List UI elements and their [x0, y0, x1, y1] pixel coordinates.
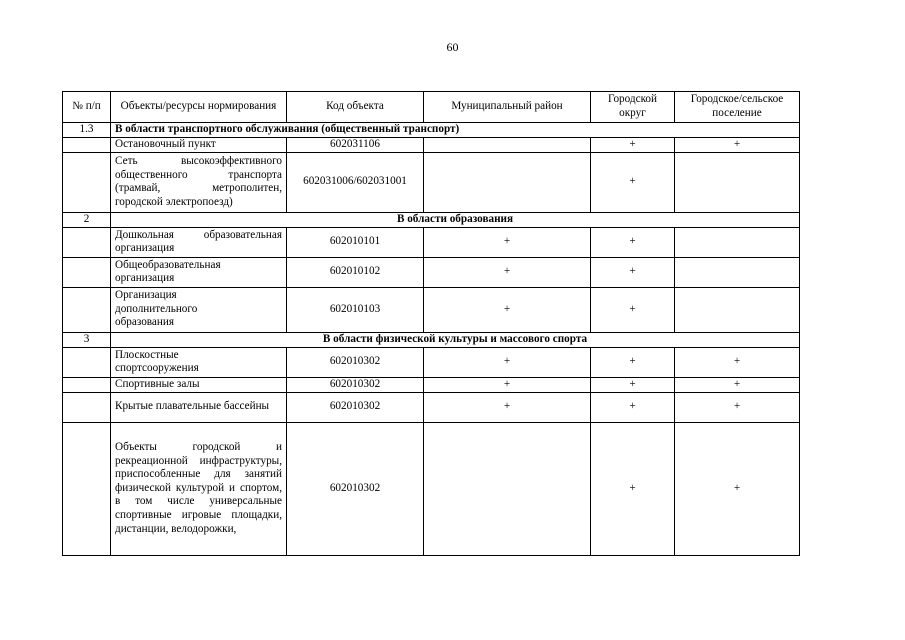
- municipal-district-mark: +: [424, 287, 591, 332]
- settlement-mark: [675, 287, 800, 332]
- municipal-district-mark: [424, 152, 591, 212]
- table-row: [63, 152, 800, 212]
- object-name: Спортивные залы: [111, 377, 287, 392]
- object-code: 602031106: [287, 137, 424, 152]
- municipal-district-mark: +: [424, 392, 591, 422]
- table-row: [63, 422, 800, 555]
- table-row: [63, 137, 800, 152]
- header-num: № п/п: [63, 92, 111, 123]
- object-code: 602010302: [287, 392, 424, 422]
- city-district-mark: +: [591, 347, 675, 377]
- table-row: [63, 257, 800, 287]
- row-num: [63, 287, 111, 332]
- row-num: [63, 227, 111, 257]
- table-row: [63, 392, 800, 422]
- section-row: [63, 212, 800, 227]
- municipal-district-mark: [424, 422, 591, 555]
- settlement-mark: +: [675, 377, 800, 392]
- row-num: [63, 377, 111, 392]
- city-district-mark: +: [591, 287, 675, 332]
- object-name: Дошкольная образовательная организация: [111, 227, 287, 257]
- row-num: [63, 257, 111, 287]
- section-title: В области образования: [111, 212, 800, 227]
- object-name: Общеобразовательная организация: [111, 257, 287, 287]
- settlement-mark: +: [675, 422, 800, 555]
- municipal-district-mark: +: [424, 377, 591, 392]
- row-num: [63, 152, 111, 212]
- row-num: [63, 347, 111, 377]
- city-district-mark: +: [591, 422, 675, 555]
- header-code: Код объекта: [287, 92, 424, 123]
- object-code: 602010101: [287, 227, 424, 257]
- city-district-mark: +: [591, 227, 675, 257]
- settlement-mark: +: [675, 137, 800, 152]
- table-row: [63, 227, 800, 257]
- table-row: [63, 287, 800, 332]
- object-name: Плоскостные спортсооружения: [111, 347, 287, 377]
- section-num: 1.3: [63, 123, 111, 138]
- object-name: Остановочный пункт: [111, 137, 287, 152]
- section-title: В области транспортного обслуживания (общественный транспорт): [111, 123, 800, 138]
- settlement-mark: +: [675, 347, 800, 377]
- city-district-mark: +: [591, 137, 675, 152]
- municipal-district-mark: +: [424, 257, 591, 287]
- section-row: [63, 332, 800, 347]
- section-num: 2: [63, 212, 111, 227]
- city-district-mark: +: [591, 152, 675, 212]
- object-code: 602031006/602031001: [287, 152, 424, 212]
- table-row: [63, 347, 800, 377]
- object-code: 602010102: [287, 257, 424, 287]
- header-object: Объекты/ресурсы нормирования: [111, 92, 287, 123]
- municipal-district-mark: +: [424, 227, 591, 257]
- row-num: [63, 392, 111, 422]
- object-name: Организация дополнительного образования: [111, 287, 287, 332]
- object-code: 602010302: [287, 377, 424, 392]
- object-code: 602010302: [287, 347, 424, 377]
- section-title: В области физической культуры и массового спорта: [111, 332, 800, 347]
- section-row: [63, 123, 800, 138]
- section-num: 3: [63, 332, 111, 347]
- settlement-mark: [675, 257, 800, 287]
- object-code: 602010302: [287, 422, 424, 555]
- settlement-mark: [675, 227, 800, 257]
- settlement-mark: +: [675, 392, 800, 422]
- object-name: Объекты городской и рекреационной инфраструктуры, приспособленные для занятий физической культурой и спортом, в том числе универсальные спортивные игровые площадки, дистанции, велодорожки,: [111, 422, 287, 555]
- city-district-mark: +: [591, 377, 675, 392]
- city-district-mark: +: [591, 257, 675, 287]
- settlement-mark: [675, 152, 800, 212]
- table-row: [63, 377, 800, 392]
- norms-table: [62, 91, 800, 556]
- row-num: [63, 422, 111, 555]
- municipal-district-mark: [424, 137, 591, 152]
- object-name: Сеть высокоэффективного общественного транспорта (трамвай, метрополитен, городской электропоезд): [111, 152, 287, 212]
- header-city-district: Городской округ: [591, 92, 675, 123]
- header-municipal-district: Муниципальный район: [424, 92, 591, 123]
- row-num: [63, 137, 111, 152]
- city-district-mark: +: [591, 392, 675, 422]
- page-number: 60: [446, 40, 459, 54]
- object-code: 602010103: [287, 287, 424, 332]
- table-header-row: [63, 92, 800, 123]
- municipal-district-mark: +: [424, 347, 591, 377]
- header-settlement: Городское/сельское поселение: [675, 92, 800, 123]
- object-name: Крытые плавательные бассейны: [111, 392, 287, 422]
